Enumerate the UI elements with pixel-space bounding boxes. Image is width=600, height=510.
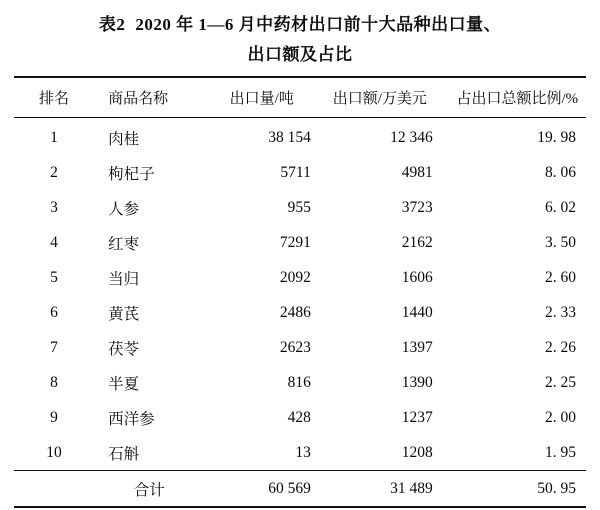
table-head xyxy=(14,77,586,118)
cell-rank: 10 xyxy=(14,435,94,471)
cell-value: 1390 xyxy=(323,365,449,400)
caption-line-2: 出口额及占比 xyxy=(14,40,586,70)
cell-value: 3723 xyxy=(323,190,449,225)
table-body xyxy=(14,118,586,510)
table-row xyxy=(14,155,586,190)
caption-line-1: 2020 年 1—6 月中药材出口前十大品种出口量、 xyxy=(135,15,501,34)
table-caption xyxy=(14,10,586,70)
cell-rank: 6 xyxy=(14,295,94,330)
cell-rank: 3 xyxy=(14,190,94,225)
cell-quantity: 955 xyxy=(208,190,322,225)
cell-value: 1606 xyxy=(323,260,449,295)
table-row xyxy=(14,435,586,471)
cell-rank: 9 xyxy=(14,400,94,435)
cell-name: 石斛 xyxy=(94,435,208,471)
cell-quantity: 5711 xyxy=(208,155,322,190)
cell-share: 3. 50 xyxy=(449,225,586,260)
cell-quantity: 13 xyxy=(208,435,322,471)
cell-quantity: 2486 xyxy=(208,295,322,330)
cell-share: 2. 25 xyxy=(449,365,586,400)
table-row xyxy=(14,365,586,400)
caption-label: 表2 xyxy=(99,15,126,34)
cell-total-label: 合计 xyxy=(94,471,208,508)
cell-name: 肉桂 xyxy=(94,120,208,155)
table-row xyxy=(14,260,586,295)
column-header-share: 占出口总额比例/% xyxy=(449,77,586,118)
cell-share: 2. 26 xyxy=(449,330,586,365)
cell-quantity: 2623 xyxy=(208,330,322,365)
cell-name: 红枣 xyxy=(94,225,208,260)
cell-quantity: 7291 xyxy=(208,225,322,260)
cell-share: 6. 02 xyxy=(449,190,586,225)
cell-share: 8. 06 xyxy=(449,155,586,190)
cell-rank: 1 xyxy=(14,120,94,155)
cell-total-rank xyxy=(14,471,94,508)
cell-share: 2. 00 xyxy=(449,400,586,435)
cell-share: 19. 98 xyxy=(449,120,586,155)
cell-share: 2. 33 xyxy=(449,295,586,330)
table-row xyxy=(14,295,586,330)
column-header-name: 商品名称 xyxy=(94,77,208,118)
cell-quantity: 38 154 xyxy=(208,120,322,155)
cell-quantity: 428 xyxy=(208,400,322,435)
cell-name: 人参 xyxy=(94,190,208,225)
table-row xyxy=(14,225,586,260)
cell-value: 1440 xyxy=(323,295,449,330)
cell-rank: 2 xyxy=(14,155,94,190)
export-data-table xyxy=(14,76,586,510)
cell-share: 1. 95 xyxy=(449,435,586,471)
table-row xyxy=(14,190,586,225)
table-row xyxy=(14,330,586,365)
column-header-quantity: 出口量/吨 xyxy=(208,77,322,118)
column-header-rank: 排名 xyxy=(14,77,94,118)
cell-name: 枸杞子 xyxy=(94,155,208,190)
table-row xyxy=(14,120,586,155)
cell-total-quantity: 60 569 xyxy=(208,471,322,508)
table-header-row xyxy=(14,77,586,118)
cell-value: 1397 xyxy=(323,330,449,365)
cell-quantity: 816 xyxy=(208,365,322,400)
cell-value: 2162 xyxy=(323,225,449,260)
cell-value: 4981 xyxy=(323,155,449,190)
cell-name: 茯苓 xyxy=(94,330,208,365)
cell-total-value: 31 489 xyxy=(323,471,449,508)
cell-rank: 4 xyxy=(14,225,94,260)
cell-name: 西洋参 xyxy=(94,400,208,435)
cell-rank: 7 xyxy=(14,330,94,365)
cell-share: 2. 60 xyxy=(449,260,586,295)
cell-name: 黄芪 xyxy=(94,295,208,330)
cell-total-share: 50. 95 xyxy=(449,471,586,508)
cell-name: 半夏 xyxy=(94,365,208,400)
cell-name: 当归 xyxy=(94,260,208,295)
cell-rank: 8 xyxy=(14,365,94,400)
cell-rank: 5 xyxy=(14,260,94,295)
cell-value: 12 346 xyxy=(323,120,449,155)
column-header-value: 出口额/万美元 xyxy=(323,77,449,118)
cell-quantity: 2092 xyxy=(208,260,322,295)
table-total-row xyxy=(14,471,586,508)
cell-value: 1237 xyxy=(323,400,449,435)
cell-value: 1208 xyxy=(323,435,449,471)
table-row xyxy=(14,400,586,435)
